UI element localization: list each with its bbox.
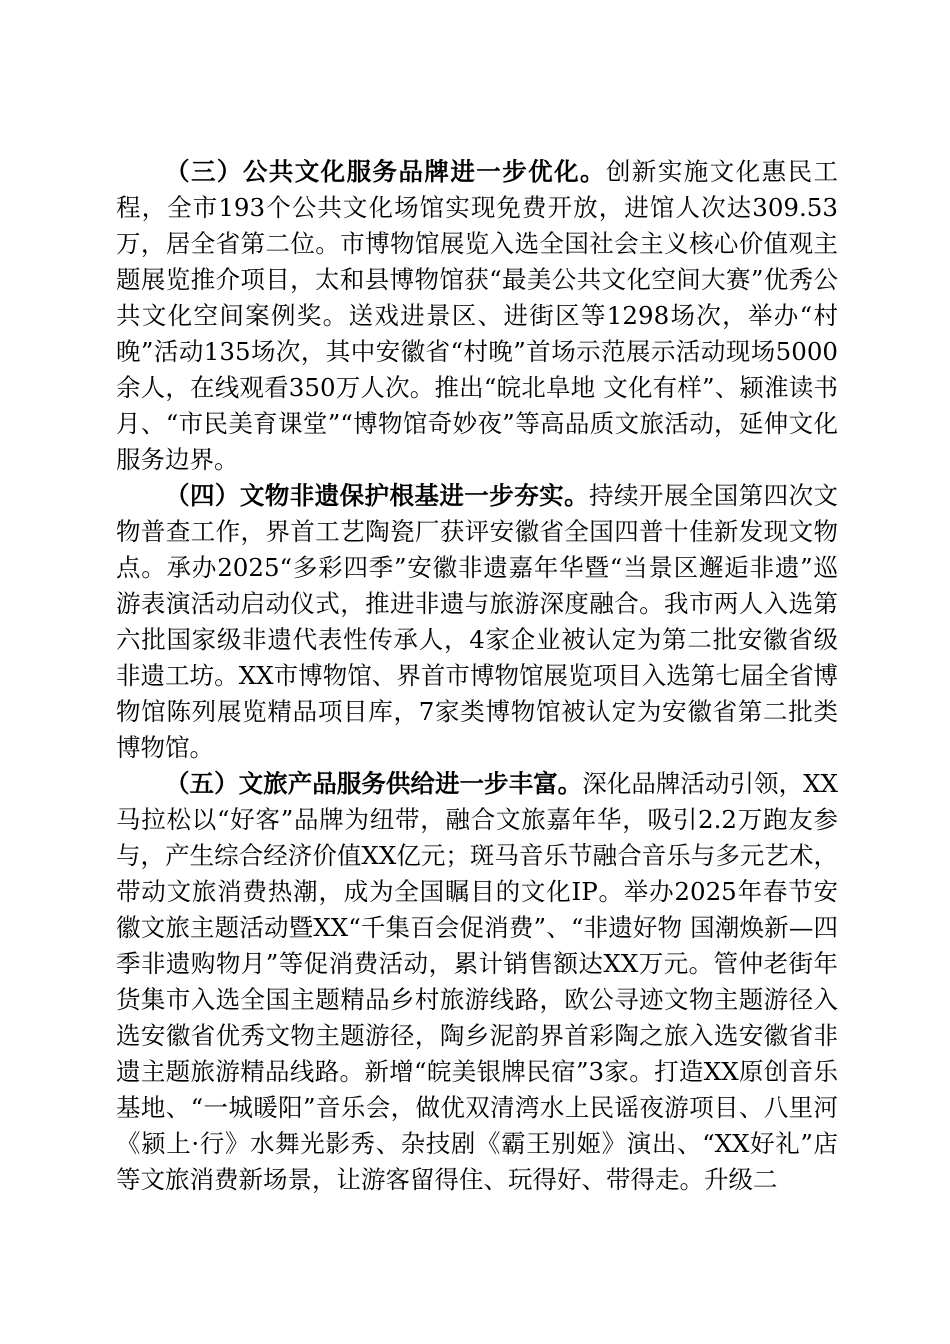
paragraph-heading: （五）文旅产品服务供给进一步丰富。: [165, 769, 583, 798]
paragraph-public-culture: [116, 154, 838, 478]
paragraph-body: 创新实施文化惠民工程，全市193个公共文化场馆实现免费开放，进馆人次达309.53万，居全省第二位。市博物馆展览入选全国社会主义核心价值观主题展览推介项目，太和县博物馆获“最美公共文化空间大赛”优秀公共文化空间案例奖。送戏进景区、进街区等1298场次，举办“村晚”活动135场次，其中安徽省“村晚”首场示范展示活动现场5000余人，在线观看350万人次。推出“皖北阜地 文化有样”、颍淮读书月、“市民美育课堂”“博物馆奇妙夜”等高品质文旅活动，延伸文化服务边界。: [116, 157, 839, 474]
paragraph-body: 持续开展全国第四次文物普查工作，界首工艺陶瓷厂获评安徽省全国四普十佳新发现文物点。承办2025“多彩四季”安徽非遗嘉年华暨“当景区邂逅非遗”巡游表演活动启动仪式，推进非遗与旅游深度融合。我市两人入选第六批国家级非遗代表性传承人，4家企业被认定为第二批安徽省级非遗工坊。XX市博物馆、界首市博物馆展览项目入选第七届全省博物馆陈列展览精品项目库，7家类博物馆被认定为安徽省第二批类博物馆。: [116, 481, 839, 762]
paragraph-heading: （三）公共文化服务品牌进一步优化。: [165, 157, 606, 186]
paragraph-tourism-products: [116, 766, 838, 1198]
paragraph-body: 深化品牌活动引领，XX马拉松以“好客”品牌为纽带，融合文旅嘉年华，吸引2.2万跑友参与，产生综合经济价值XX亿元；斑马音乐节融合音乐与多元艺术，带动文旅消费热潮，成为全国瞩目的文化IP。举办2025年春节安徽文旅主题活动暨XX“千集百会促消费”、“非遗好物 国潮焕新—四季非遗购物月”等促消费活动，累计销售额达XX万元。管仲老街年货集市入选全国主题精品乡村旅游线路，欧公寻迹文物主题游径入选安徽省优秀文物主题游径，陶乡泥韵界首彩陶之旅入选安徽省非遗主题旅游精品线路。新增“皖美银牌民宿”3家。打造XX原创音乐基地、“一城暖阳”音乐会，做优双清湾水上民谣夜游项目、八里河《颍上·行》水舞光影秀、杂技剧《霸王别姬》演出、“XX好礼”店等文旅消费新场景，让游客留得住、玩得好、带得走。升级二: [116, 769, 839, 1194]
document-page: [116, 154, 838, 1198]
paragraph-heritage-protection: [116, 478, 838, 766]
paragraph-heading: （四）文物非遗保护根基进一步夯实。: [165, 481, 590, 510]
